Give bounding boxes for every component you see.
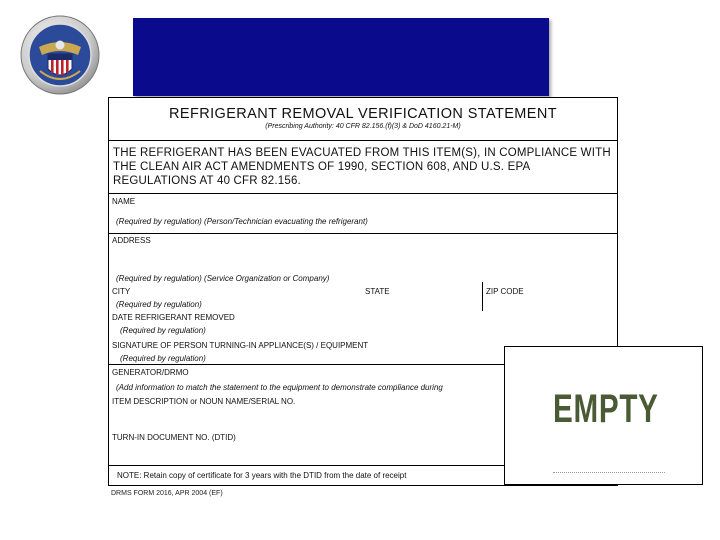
form-statement: THE REFRIGERANT HAS BEEN EVACUATED FROM THIS ITEM(S), IN COMPLIANCE WITH THE CLEAN AIR ACT AMENDMENTS OF 1990, SECTION 608, AND U.S. EPA REGULATIONS AT 40 CFR 82.156. — [113, 147, 611, 187]
retention-note: NOTE: Retain copy of certificate for 3 years with the DTID from the date of receipt — [117, 471, 407, 480]
name-hint: (Required by regulation) (Person/Technician evacuating the refrigerant) — [116, 217, 368, 226]
city-label: CITY — [112, 287, 131, 296]
empty-sticker — [504, 346, 703, 485]
zip-code-label: ZIP CODE — [486, 287, 524, 296]
form-title: REFRIGERANT REMOVAL VERIFICATION STATEMENT — [169, 106, 557, 122]
statement-divider — [109, 140, 617, 141]
date-field — [109, 310, 617, 337]
state-label: STATE — [365, 287, 390, 296]
name-field — [109, 193, 617, 234]
date-hint: (Required by regulation) — [120, 326, 206, 335]
agency-seal-icon — [20, 15, 100, 95]
address-field — [109, 233, 617, 284]
name-label: NAME — [112, 197, 136, 206]
empty-label: EMPTY — [553, 387, 659, 431]
form-number: DRMS FORM 2016, APR 2004 (EF) — [111, 490, 223, 497]
title-banner — [133, 18, 549, 96]
signature-label: SIGNATURE OF PERSON TURNING-IN APPLIANCE(S) / EQUIPMENT — [112, 341, 369, 350]
city-state-zip-field — [109, 283, 617, 311]
address-label: ADDRESS — [112, 236, 151, 245]
city-hint: (Required by regulation) — [116, 300, 202, 309]
turn-in-label: TURN-IN DOCUMENT NO. (DTID) — [112, 433, 236, 442]
sticker-fine-print — [553, 472, 665, 473]
date-label: DATE REFRIGERANT REMOVED — [112, 313, 235, 322]
form-authority: (Prescribing Authority: 40 CFR 82.156.(f)(3) & DoD 4160.21-M) — [265, 123, 461, 130]
zip-divider — [482, 282, 483, 311]
generator-hint: (Add information to match the statement to the equipment to demonstrate compliance during — [116, 383, 443, 392]
item-description-label: ITEM DESCRIPTION or NOUN NAME/SERIAL NO. — [112, 397, 296, 406]
signature-hint: (Required by regulation) — [120, 354, 206, 363]
generator-label: GENERATOR/DRMO — [112, 368, 189, 377]
address-hint: (Required by regulation) (Service Organization or Company) — [116, 274, 330, 283]
